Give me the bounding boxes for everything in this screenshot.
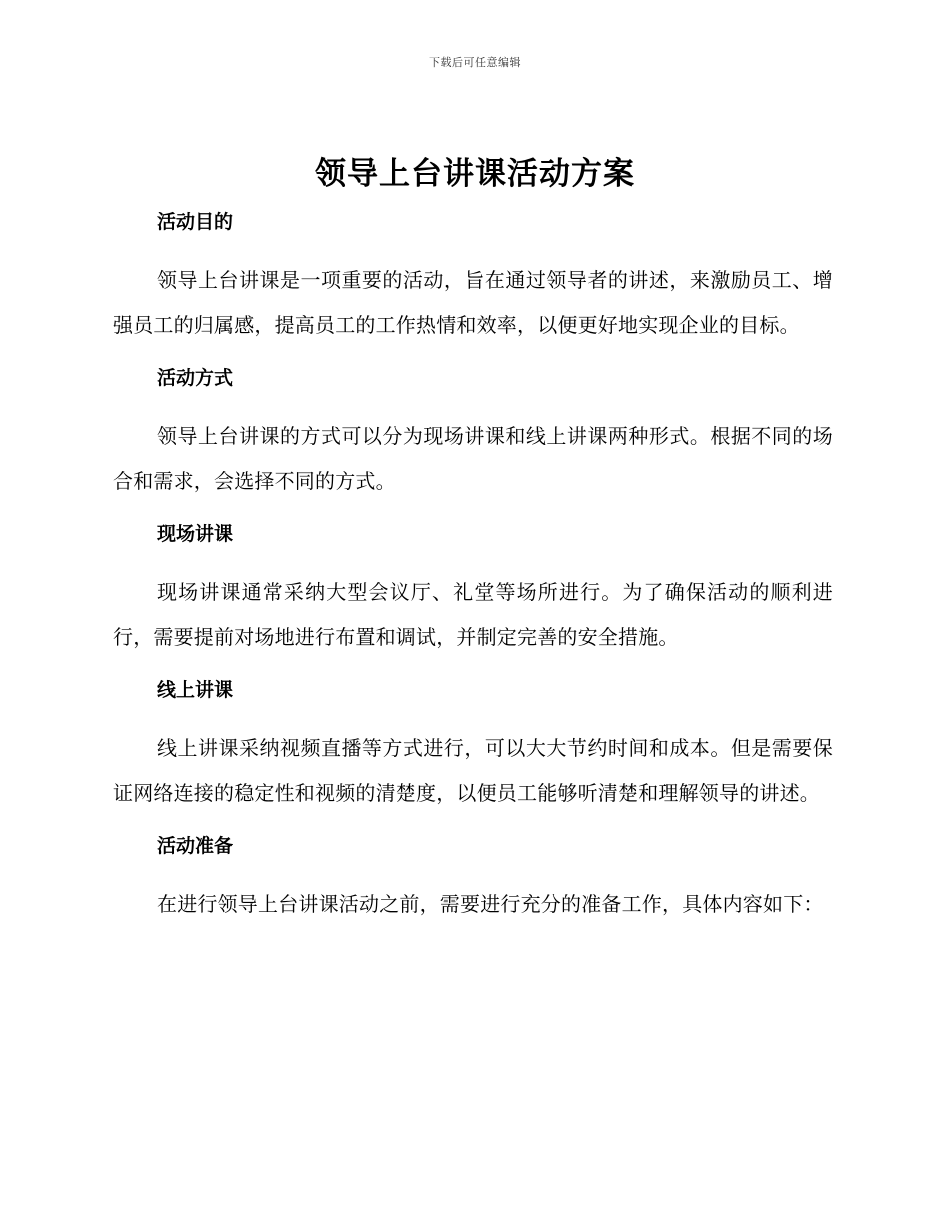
section-heading: 现场讲课	[157, 523, 234, 545]
section-paragraph: 领导上台讲课的方式可以分为现场讲课和线上讲课两种形式。根据不同的场合和需求，会选择不同的方式。	[113, 424, 833, 493]
section-heading: 线上讲课	[157, 679, 234, 701]
section-onsite	[113, 518, 833, 660]
section-purpose	[113, 206, 833, 348]
header-note: 下载后可任意编辑	[429, 56, 521, 69]
document-title: 领导上台讲课活动方案	[315, 156, 635, 192]
section-paragraph: 在进行领导上台讲课活动之前，需要进行充分的准备工作，具体内容如下：	[157, 892, 824, 916]
section-heading: 活动准备	[157, 835, 234, 857]
section-preparation	[113, 830, 833, 927]
section-heading: 活动方式	[157, 367, 234, 389]
section-online	[113, 674, 833, 816]
section-paragraph: 现场讲课通常采纳大型会议厅、礼堂等场所进行。为了确保活动的顺利进行，需要提前对场地进行布置和调试，并制定完善的安全措施。	[113, 580, 833, 649]
section-heading: 活动目的	[157, 211, 234, 233]
section-paragraph: 线上讲课采纳视频直播等方式进行，可以大大节约时间和成本。但是需要保证网络连接的稳定性和视频的清楚度，以便员工能够听清楚和理解领导的讲述。	[113, 736, 833, 805]
document-body	[113, 206, 833, 941]
section-paragraph: 领导上台讲课是一项重要的活动，旨在通过领导者的讲述，来激励员工、增强员工的归属感，提高员工的工作热情和效率，以便更好地实现企业的目标。	[113, 268, 833, 337]
section-method	[113, 362, 833, 504]
